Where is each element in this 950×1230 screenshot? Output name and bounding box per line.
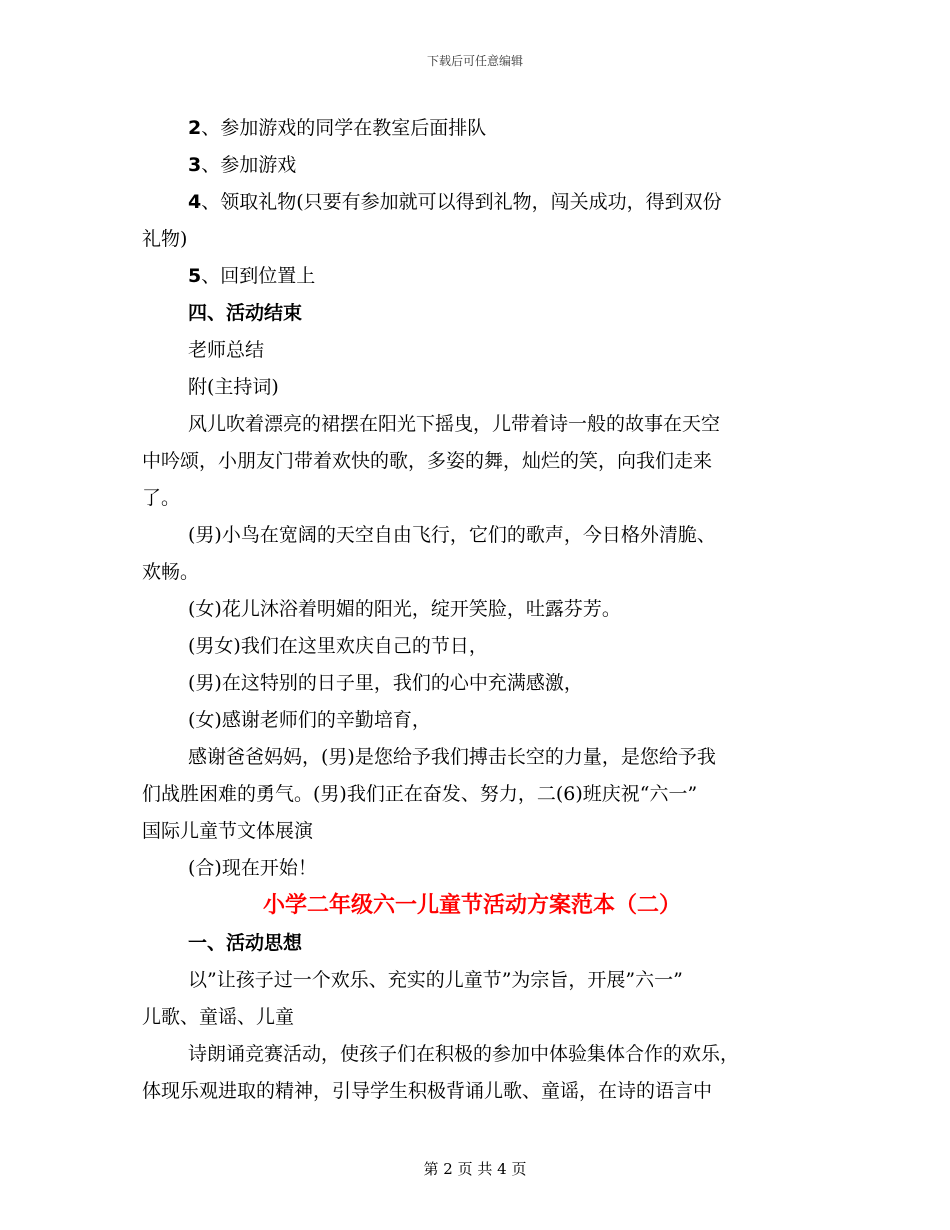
paragraph-line: 感谢爸爸妈妈，(男)是您给予我们搏击长空的力量，是您给予我	[188, 746, 716, 768]
paragraph-line: 体现乐观进取的精神，引导学生积极背诵儿歌、童谣，在诗的语言中	[142, 1080, 713, 1102]
appendix-label: 附(主持词)	[188, 376, 279, 398]
step-text: 、领取礼物(只要有参加就可以得到礼物，闯关成功，得到双份	[201, 191, 722, 213]
section-heading-activity-end: 四、活动结束	[188, 302, 303, 324]
paragraph-line: 欢畅。	[142, 561, 200, 583]
page-footer: 第 2 页 共 4 页	[423, 1160, 527, 1178]
host-line-boy: (男)在这特别的日子里，我们的心中充满感激，	[188, 672, 583, 694]
step-number: 5	[188, 265, 202, 287]
paragraph-line: 国际儿童节文体展演	[142, 820, 314, 842]
step-number: 4	[188, 191, 202, 213]
teacher-summary: 老师总结	[188, 339, 265, 361]
paragraph-line: 们战胜困难的勇气。(男)我们正在奋发、努力，二(6)班庆祝“六一”	[142, 783, 698, 805]
step-2	[142, 110, 802, 147]
paragraph-line: 了。	[142, 487, 181, 509]
page-header: 下载后可任意编辑	[426, 54, 523, 68]
step-3	[142, 147, 802, 184]
paragraph-line: 诗朗诵竞赛活动，使孩子们在积极的参加中体验集体合作的欢乐，	[188, 1043, 740, 1065]
paragraph-line: 儿歌、童谣、儿童	[142, 1006, 295, 1028]
section-heading-activity-idea: 一、活动思想	[188, 932, 303, 954]
host-line-girl: (女)花儿沐浴着明媚的阳光，绽开笑脸，吐露芬芳。	[188, 598, 621, 620]
step-4	[142, 184, 802, 221]
step-number: 2	[188, 117, 202, 139]
host-line-together: (合)现在开始！	[188, 857, 317, 879]
paragraph-line: 以”让孩子过一个欢乐、充实的儿童节”为宗旨，开展”六一”	[188, 969, 683, 991]
step-4-continued: 礼物)	[142, 228, 188, 250]
step-text: 、参加游戏	[201, 154, 297, 176]
host-line-girl: (女)感谢老师们的辛勤培育，	[188, 709, 431, 731]
step-text: 、参加游戏的同学在教室后面排队	[201, 117, 487, 139]
document-body	[142, 110, 802, 1110]
step-text: 、回到位置上	[201, 265, 316, 287]
step-number: 3	[188, 154, 202, 176]
section-title: 小学二年级六一儿童节活动方案范本（二）	[262, 892, 681, 918]
paragraph-line: 中吟颂，小朋友门带着欢快的歌，多姿的舞，灿烂的笑，向我们走来	[142, 450, 713, 472]
paragraph-line: 风儿吹着漂亮的裙摆在阳光下摇曳，儿带着诗一般的故事在天空	[188, 413, 721, 435]
step-5	[142, 258, 802, 295]
paragraph-line: (男)小鸟在宽阔的天空自由飞行，它们的歌声，今日格外清脆、	[188, 524, 716, 546]
host-line-both: (男女)我们在这里欢庆自己的节日，	[188, 635, 488, 657]
